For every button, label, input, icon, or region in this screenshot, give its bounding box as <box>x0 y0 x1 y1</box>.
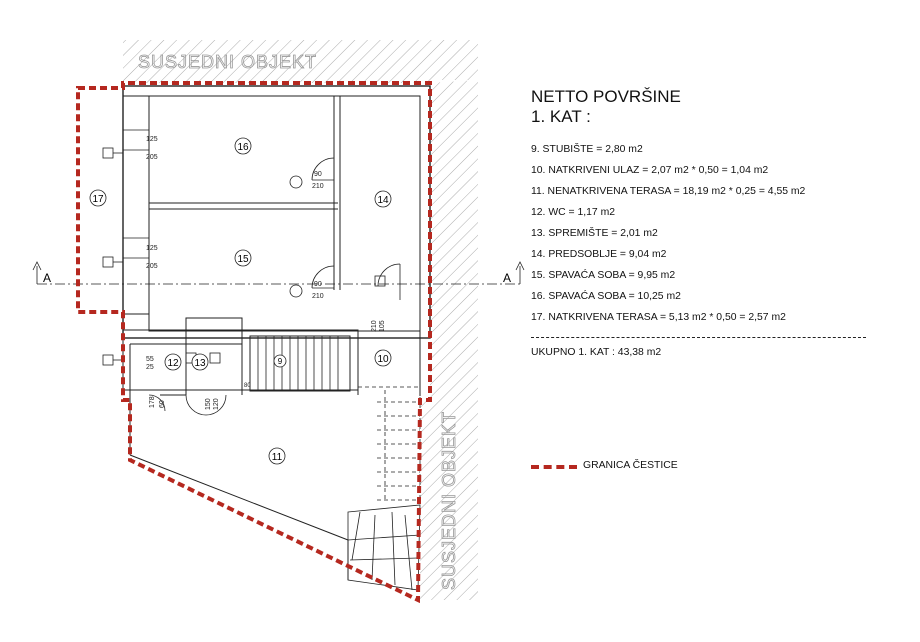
area-item: 11. NENATKRIVENA TERASA = 18,19 m2 * 0,25 = 4,55 m2 <box>531 186 806 197</box>
area-item: 16. SPAVAĆA SOBA = 10,25 m2 <box>531 291 681 302</box>
neighbor-label-right: SUSJEDNI OBJEKT <box>439 410 459 590</box>
room-number-10: 10 <box>377 354 389 365</box>
area-list <box>531 143 805 332</box>
section-marker-right: A <box>503 271 512 285</box>
room-number-11: 11 <box>271 452 283 463</box>
opening-5-width: 105 <box>379 320 386 332</box>
room-number-13: 13 <box>194 358 206 369</box>
walls <box>123 86 430 580</box>
opening-2-height: 205 <box>146 263 158 270</box>
room-number-14: 14 <box>377 195 389 206</box>
room-number-15: 15 <box>237 254 249 265</box>
area-item: 10. NATKRIVENI ULAZ = 2,07 m2 * 0,50 = 1,04 m2 <box>531 165 769 176</box>
area-item: 13. SPREMIŠTE = 2,01 m2 <box>531 228 658 239</box>
opening-1-width: 125 <box>146 136 158 143</box>
plot-boundary <box>78 83 430 600</box>
room-markers <box>90 138 391 464</box>
area-item: 12. WC = 1,17 m2 <box>531 207 616 218</box>
legend-boundary-label: GRANICA ČESTICE <box>583 460 678 471</box>
opening-5-height: 210 <box>371 320 378 332</box>
room-number-16: 16 <box>237 142 249 153</box>
opening-4-width: 90 <box>314 281 322 288</box>
opening-3-width: 90 <box>314 171 322 178</box>
section-marker-left: A <box>43 271 52 285</box>
opening-6-width: 55 <box>146 356 154 363</box>
rock-steps <box>348 505 420 590</box>
opening-2-width: 125 <box>146 245 158 252</box>
area-item: 14. PREDSOBLJE = 9,04 m2 <box>531 249 667 260</box>
openings <box>103 130 400 415</box>
total-area: UKUPNO 1. KAT : 43,38 m2 <box>531 347 662 358</box>
opening-4-height: 210 <box>312 293 324 300</box>
exterior-stairs <box>358 387 420 500</box>
opening-7-height: 178 <box>149 396 156 408</box>
opening-9-width: 80 <box>244 383 251 389</box>
opening-1-height: 205 <box>146 154 158 161</box>
room-number-9: 9 <box>277 357 283 366</box>
neighbor-label-top: SUSJEDNI OBJEKT <box>138 52 318 72</box>
room-number-17: 17 <box>92 194 104 205</box>
opening-6-height: 25 <box>146 364 154 371</box>
area-item: 15. SPAVAĆA SOBA = 9,95 m2 <box>531 270 676 281</box>
room-number-12: 12 <box>167 358 179 369</box>
opening-8-width: 120 <box>213 398 220 410</box>
legend-boundary-swatch <box>531 465 577 469</box>
total-separator <box>531 337 866 338</box>
opening-8-height: 150 <box>205 398 212 410</box>
area-item: 9. STUBIŠTE = 2,80 m2 <box>531 144 643 155</box>
opening-7-width: 60 <box>159 400 166 408</box>
title-line-2: 1. KAT : <box>531 107 591 126</box>
title-line-1: NETTO POVRŠINE <box>531 87 681 106</box>
opening-3-height: 210 <box>312 183 324 190</box>
area-item: 17. NATKRIVENA TERASA = 5,13 m2 * 0,50 = 2,57 m2 <box>531 312 786 323</box>
